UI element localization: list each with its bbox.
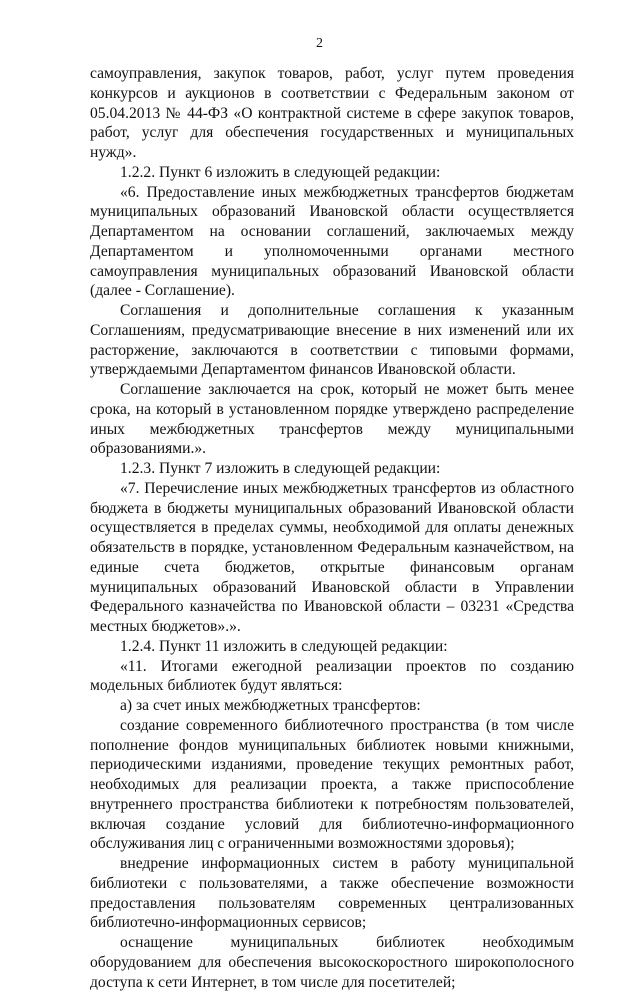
paragraph-equipment: оснащение муниципальных библиотек необходимым оборудованием для обеспечения высокоскоростного широкополосного доступа к сети Интернет, в том числе для посетителей; — [90, 934, 574, 991]
paragraph-point-6: «6. Предоставление иных межбюджетных трансфертов бюджетам муниципальных образований Ивановской области осуществляется Департаментом на основании соглашений, заключаемых между Департаментом и уполномоченными органами местного самоуправления муниципальных образований Ивановской области (далее - Соглашение). — [90, 183, 574, 300]
paragraph-continuation: самоуправления, закупок товаров, работ, услуг путем проведения конкурсов и аукционов в соответствии с Федеральным законом от 05.04.2013 № 44-ФЗ «О контрактной системе в сфере закупок товаров, работ, услуг для обеспечения государственных и муниципальных нужд». — [90, 65, 574, 161]
paragraph-subitem-a: а) за счет иных межбюджетных трансфертов: — [120, 697, 421, 714]
page-number: 2 — [316, 36, 323, 51]
paragraph-info-systems: внедрение информационных систем в работу муниципальной библиотеки с пользователями, а также обеспечение возможности предоставления пользователям современных централизованных библиотечно-информационных сервисов; — [90, 855, 574, 932]
paragraph-point-11: «11. Итогами ежегодной реализации проектов по созданию модельных библиотек будут являться: — [90, 657, 574, 695]
paragraph-library-space: создание современного библиотечного пространства (в том числе пополнение фондов муниципальных библиотек новыми книжными, периодическими изданиями, проведение текущих ремонтных работ, необходимых для реализации проекта, а также приспособление внутреннего пространства библиотеки к потребностям пользователей, включая создание условий для библиотечно-информационного обслуживания лиц с ограниченными возможностями здоровья); — [90, 716, 574, 853]
paragraph-item-1-2-3: 1.2.3. Пункт 7 изложить в следующей редакции: — [120, 460, 441, 477]
paragraph-item-1-2-2: 1.2.2. Пункт 6 изложить в следующей редакции: — [120, 163, 441, 181]
paragraph-item-1-2-4: 1.2.4. Пункт 11 изложить в следующей редакции: — [120, 637, 448, 655]
paragraph-agreement-term: Соглашение заключается на срок, который не может быть менее срока, на который в установленном порядке утверждено распределение иных межбюджетных трансфертов между муниципальными образованиями.». — [90, 381, 574, 458]
paragraph-agreements: Соглашения и дополнительные соглашения к указанным Соглашениям, предусматривающие внесение в них изменений или их расторжение, заключаются в соответствии с типовыми формами, утверждаемыми Департаментом финансов Ивановской области. — [90, 302, 574, 379]
paragraph-point-7: «7. Перечисление иных межбюджетных трансфертов из областного бюджета в бюджеты муниципальных образований Ивановской области осуществляется в пределах суммы, необходимой для оплаты денежных обязательств в порядке, установленном Федеральным казначейством, на единые счета бюджетов, открытые финансовым органам муниципальных образований Ивановской области в Управлении Федерального казначейства по Ивановской области – 03231 «Средства местных бюджетов».». — [90, 479, 574, 635]
document-body — [90, 64, 574, 992]
